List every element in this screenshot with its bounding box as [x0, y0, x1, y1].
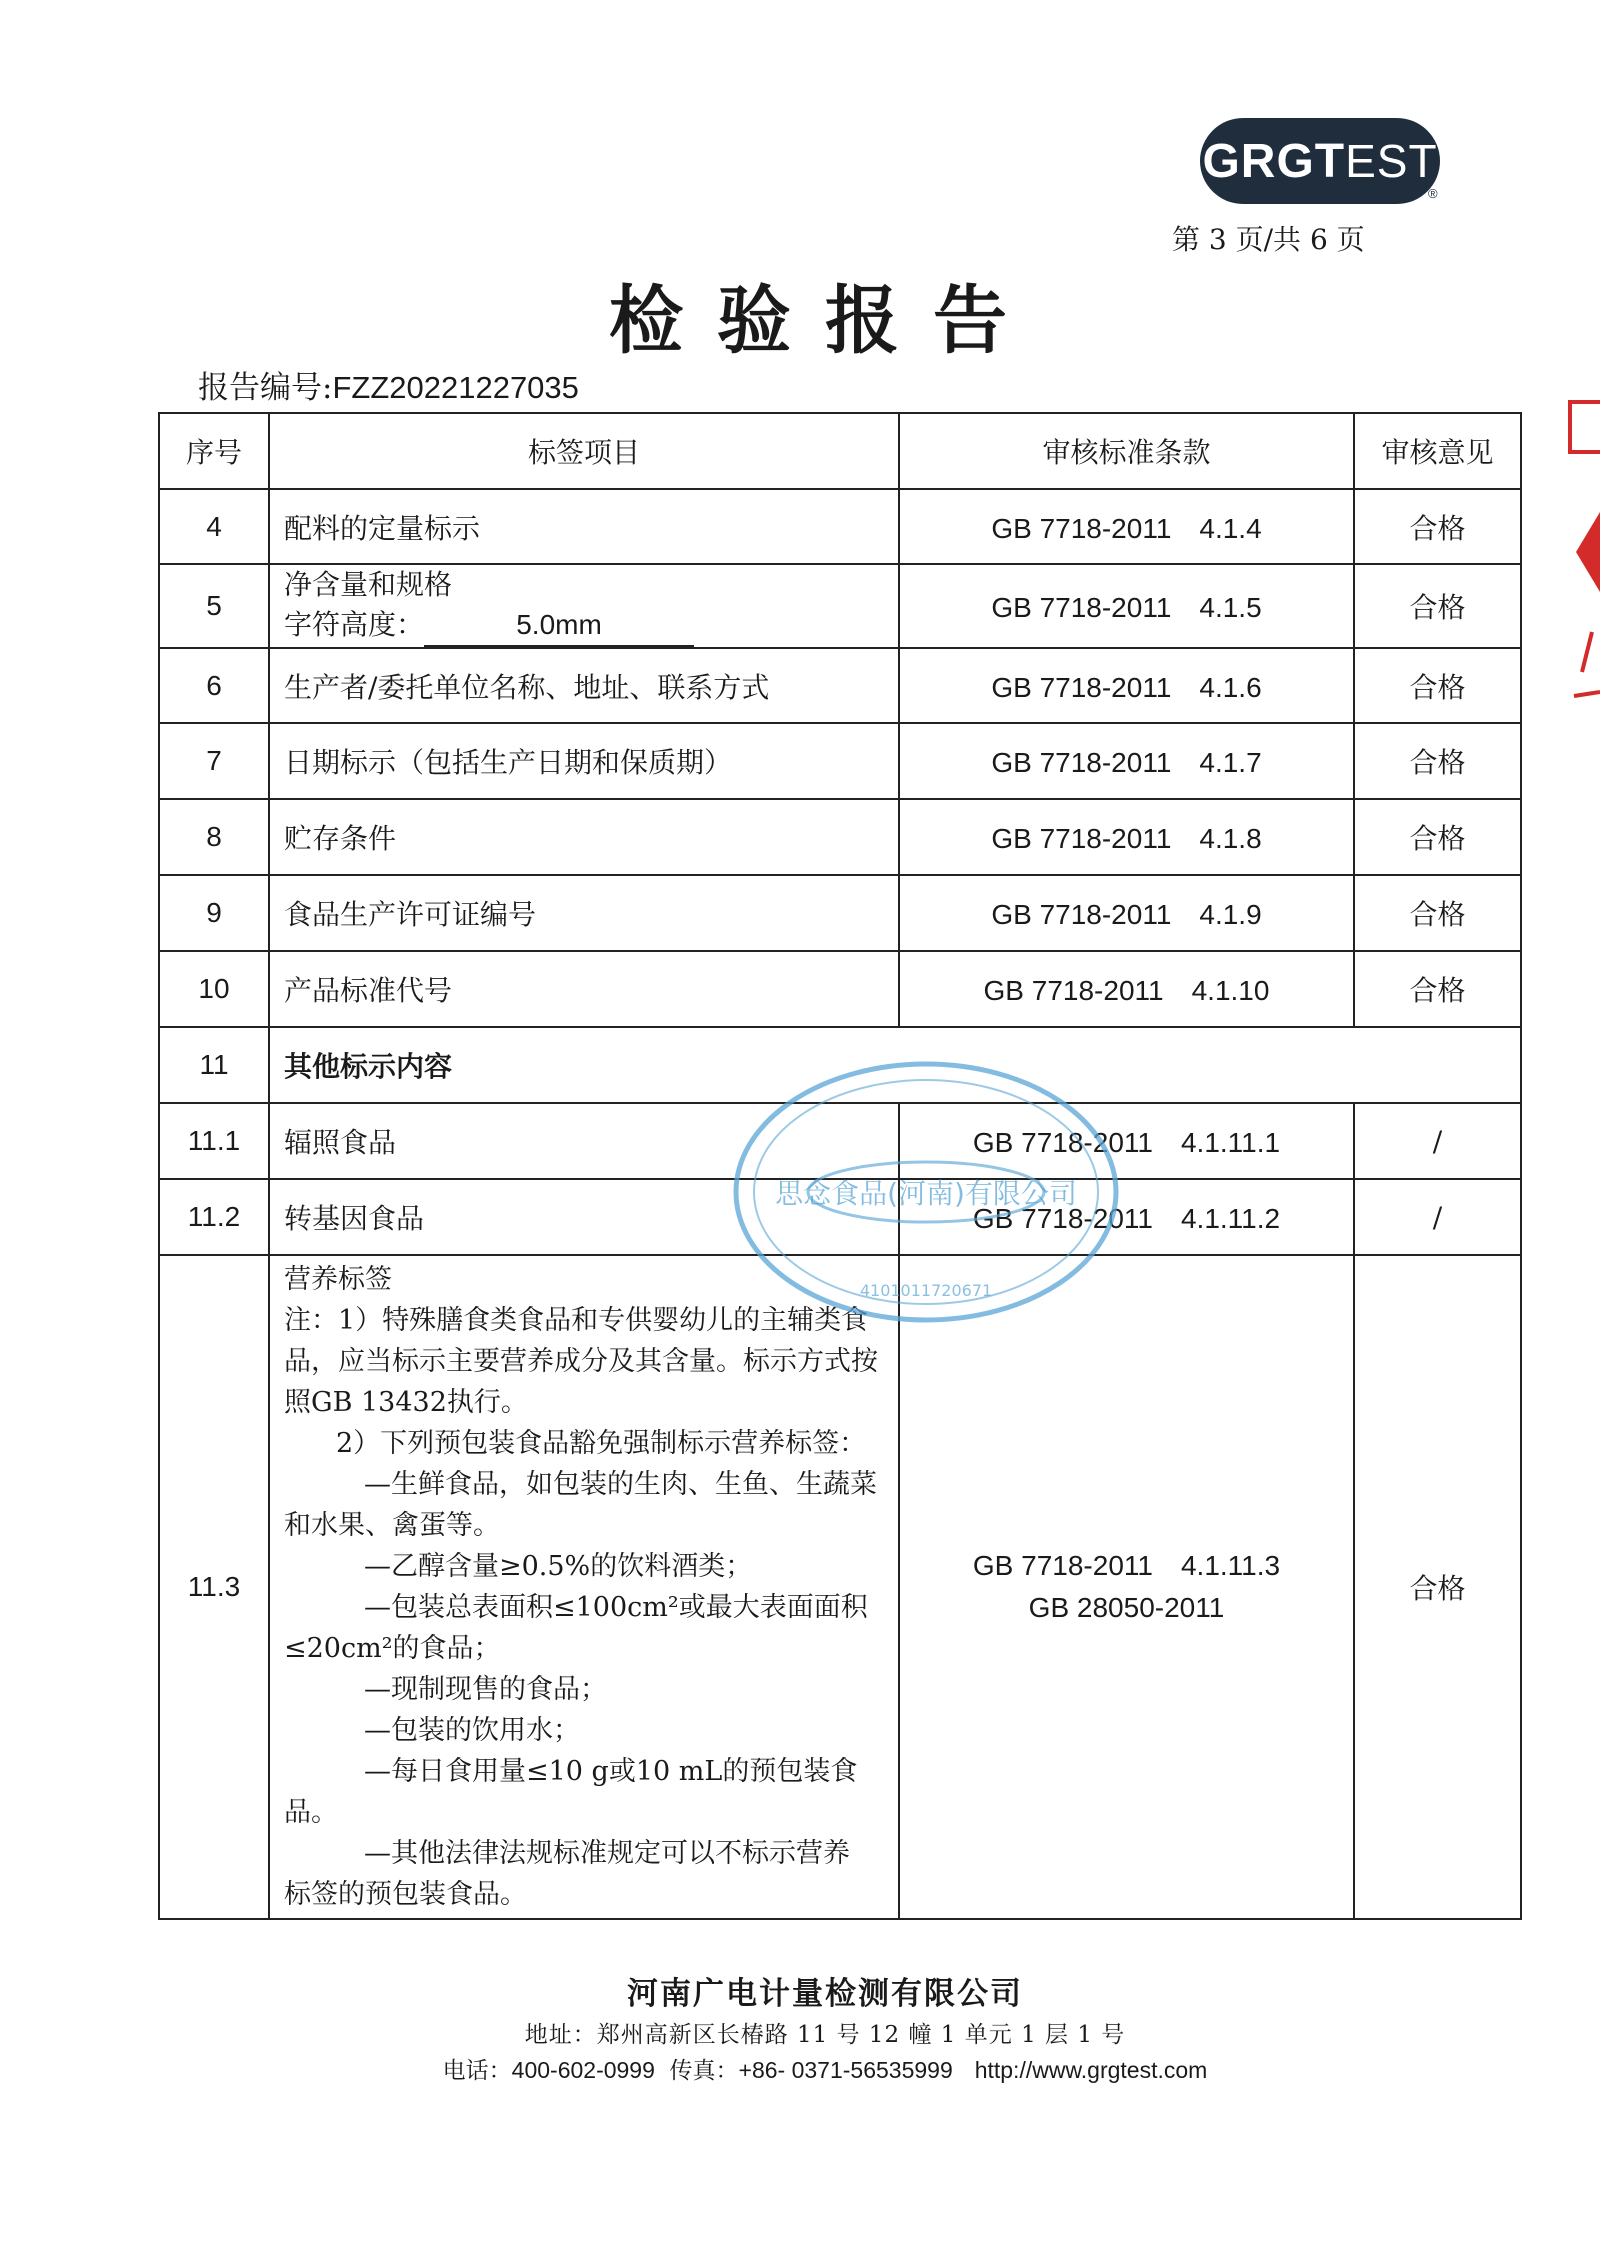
nutrition-line: 品，应当标示主要营养成分及其含量。标示方式按	[284, 1346, 878, 1377]
row-item-sub	[284, 605, 884, 647]
row-item	[269, 564, 899, 648]
nutrition-line: 2）下列预包装食品豁免强制标示营养标签：	[336, 1428, 867, 1459]
footer-company: 河南广电计量检测有限公司	[627, 1976, 1023, 2012]
phone-number: 400-602-0999	[511, 2057, 655, 2083]
nutrition-line: 标签的预包装食品。	[284, 1879, 527, 1910]
nutrition-line: ≤20cm²的食品；	[284, 1633, 501, 1664]
row-no: 7	[159, 723, 269, 799]
header-standard: 审核标准条款	[899, 413, 1354, 489]
row-item: 转基因食品	[269, 1179, 899, 1255]
row-result: 合格	[1354, 875, 1521, 951]
row-no: 4	[159, 489, 269, 564]
nutrition-line: —每日食用量≤10 g或10 mL的预包装食	[364, 1756, 858, 1787]
row-result: /	[1354, 1103, 1521, 1179]
table-row	[159, 951, 1521, 1027]
nutrition-line: —生鲜食品，如包装的生肉、生鱼、生蔬菜	[364, 1469, 877, 1500]
red-seal-edge	[1562, 392, 1600, 702]
row-item: 辐照食品	[269, 1103, 899, 1179]
row-no: 10	[159, 951, 269, 1027]
row-standard	[899, 1255, 1354, 1919]
row-no: 8	[159, 799, 269, 875]
row-no: 9	[159, 875, 269, 951]
row-standard: GB 7718-2011 4.1.5	[899, 564, 1354, 648]
table-row	[159, 875, 1521, 951]
nutrition-line: —现制现售的食品；	[364, 1674, 607, 1705]
grgtest-logo	[1200, 118, 1440, 204]
row-standard: GB 7718-2011 4.1.11.1	[899, 1103, 1354, 1179]
row-standard: GB 7718-2011 4.1.4	[899, 489, 1354, 564]
report-number-value: FZZ20221227035	[332, 370, 579, 405]
nutrition-line: —包装总表面积≤100cm²或最大表面面积	[364, 1592, 868, 1623]
row-result: 合格	[1354, 799, 1521, 875]
row-no: 11.2	[159, 1179, 269, 1255]
row-no: 5	[159, 564, 269, 648]
footer-contact	[0, 2052, 1600, 2085]
row-no: 11.3	[159, 1255, 269, 1919]
inspection-table	[158, 412, 1522, 1920]
row-result: 合格	[1354, 489, 1521, 564]
report-number-label: 报告编号:	[198, 370, 333, 406]
row-standard-2: GB 28050-2011	[1028, 1592, 1225, 1623]
row-no: 11	[159, 1027, 269, 1103]
row-item: 生产者/委托单位名称、地址、联系方式	[269, 648, 899, 723]
row-item: 贮存条件	[269, 799, 899, 875]
report-number	[198, 362, 579, 407]
row-result: 合格	[1354, 951, 1521, 1027]
nutrition-line: —包装的饮用水；	[364, 1715, 580, 1746]
char-height-value: 5.0mm	[424, 605, 694, 647]
row-item: 日期标示（包括生产日期和保质期）	[269, 723, 899, 799]
row-standard: GB 7718-2011 4.1.8	[899, 799, 1354, 875]
nutrition-line: 品。	[284, 1797, 338, 1828]
row-item: 配料的定量标示	[269, 489, 899, 564]
page-number: 第 3 页/共 6 页	[1172, 223, 1365, 256]
header-no: 序号	[159, 413, 269, 489]
fax-number: +86- 0371-56535999	[738, 2057, 953, 2083]
table-row	[159, 489, 1521, 564]
row-item: 食品生产许可证编号	[269, 875, 899, 951]
header-item: 标签项目	[269, 413, 899, 489]
nutrition-line: —乙醇含量≥0.5%的饮料酒类；	[364, 1551, 753, 1582]
row-no: 6	[159, 648, 269, 723]
row-result: 合格	[1354, 564, 1521, 648]
row-standard: GB 7718-2011 4.1.7	[899, 723, 1354, 799]
row-result: 合格	[1354, 723, 1521, 799]
registered-mark: ®	[1428, 186, 1438, 201]
logo-bold-text: GRGT	[1202, 134, 1346, 188]
table-row	[159, 1255, 1521, 1919]
row-standard: GB 7718-2011 4.1.6	[899, 648, 1354, 723]
table-row	[159, 1103, 1521, 1179]
footer-address: 地址：郑州高新区长椿路 11 号 12 幢 1 单元 1 层 1 号	[524, 2022, 1126, 2048]
nutrition-line: 注：1）特殊膳食类食品和专供婴幼儿的主辅类食	[284, 1305, 869, 1336]
row-result: 合格	[1354, 1255, 1521, 1919]
row-item: 产品标准代号	[269, 951, 899, 1027]
row-item-title: 净含量和规格	[284, 568, 453, 601]
row-result: /	[1354, 1179, 1521, 1255]
row-result: 合格	[1354, 648, 1521, 723]
fax-label: 传真：	[669, 2058, 739, 2084]
row-standard: GB 7718-2011 4.1.11.2	[899, 1179, 1354, 1255]
table-row	[159, 1179, 1521, 1255]
table-row	[159, 648, 1521, 723]
row-no: 11.1	[159, 1103, 269, 1179]
phone-label: 电话：	[442, 2058, 512, 2084]
logo-thin-text: EST	[1345, 135, 1438, 187]
seal-number: 4101011720671	[859, 1281, 993, 1300]
table-row	[159, 564, 1521, 648]
nutrition-line: 照GB 13432执行。	[284, 1387, 528, 1418]
char-height-label: 字符高度：	[284, 608, 425, 641]
row-standard: GB 7718-2011 4.1.9	[899, 875, 1354, 951]
row-standard: GB 7718-2011 4.1.10	[899, 951, 1354, 1027]
header-result: 审核意见	[1354, 413, 1521, 489]
seal-inner-text: 思念食品(河南)有限公司	[775, 1177, 1077, 1210]
table-header-row	[159, 413, 1521, 489]
website-link: http://www.grgtest.com	[974, 2057, 1208, 2083]
row-item-section: 其他标示内容	[269, 1027, 1521, 1103]
nutrition-line: 和水果、禽蛋等。	[284, 1510, 500, 1541]
row-standard-1: GB 7718-2011 4.1.11.3	[972, 1550, 1281, 1581]
table-row	[159, 799, 1521, 875]
table-row	[159, 723, 1521, 799]
row-item-nutrition	[269, 1255, 899, 1919]
report-title: 检验报告	[609, 278, 1041, 364]
nutrition-line: —其他法律法规标准规定可以不标示营养	[364, 1838, 850, 1869]
nutrition-line: 营养标签	[284, 1264, 392, 1295]
table-row	[159, 1027, 1521, 1103]
